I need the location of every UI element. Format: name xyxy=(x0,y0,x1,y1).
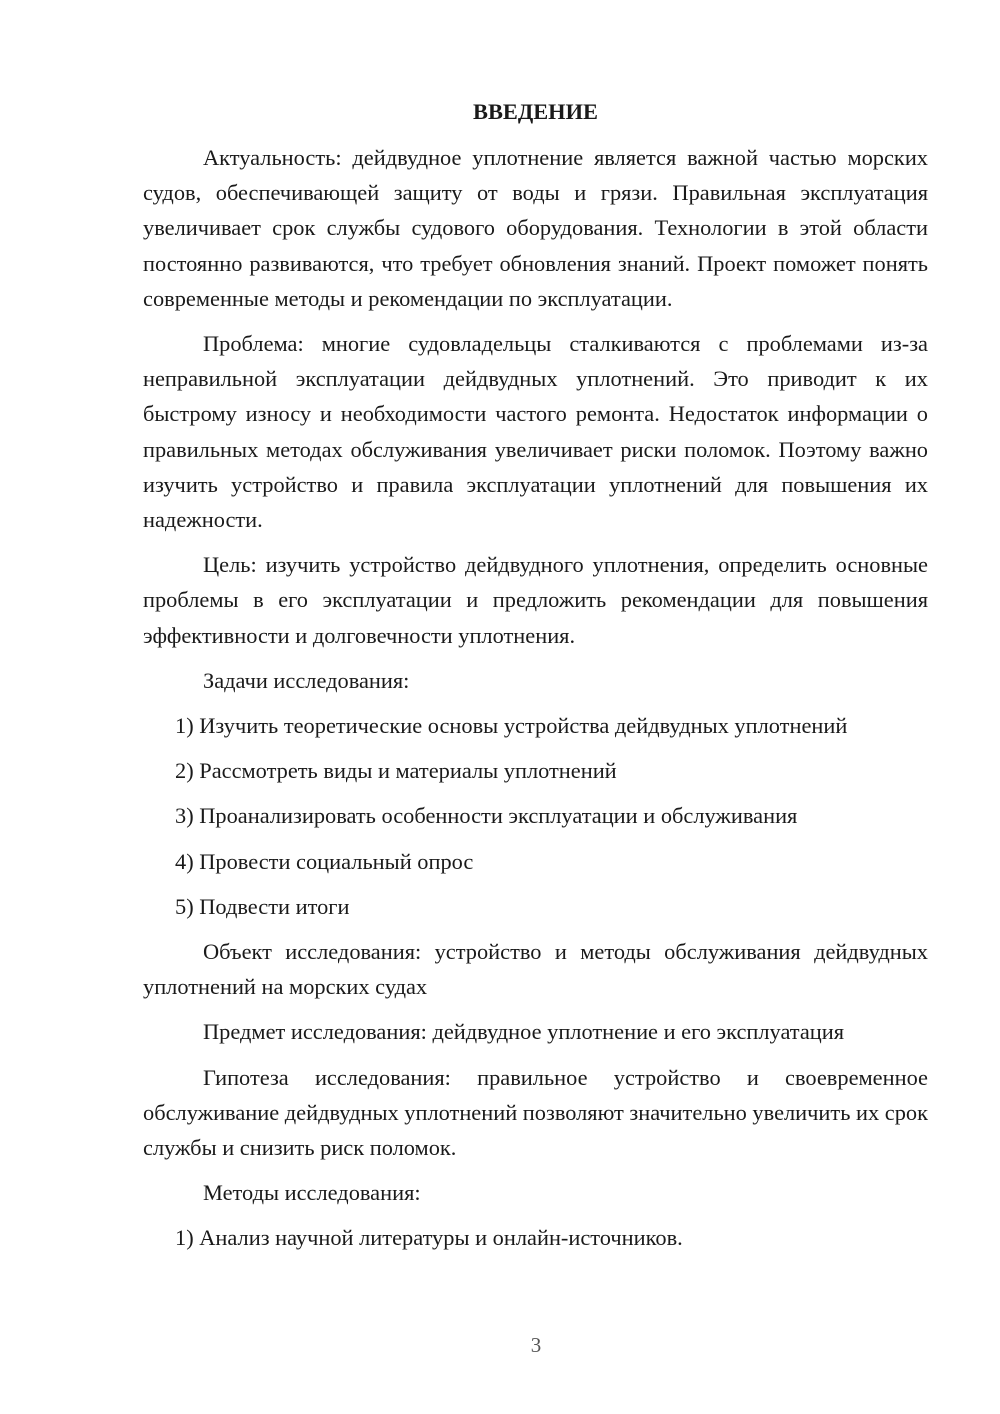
method-item: 1) Анализ научной литературы и онлайн-источников. xyxy=(175,1225,683,1251)
task-item: 1) Изучить теоретические основы устройства дейдвудных уплотнений xyxy=(175,713,848,739)
object-paragraph: Объект исследования: устройство и методы обслуживания дейдвудных уплотнений на морских судах xyxy=(143,939,928,1000)
task-item: 3) Проанализировать особенности эксплуатации и обслуживания xyxy=(175,803,798,829)
problem-paragraph: Проблема: многие судовладельцы сталкиваются с проблемами из-за неправильной эксплуатации дейдвудных уплотнений. Это приводит к их быстрому износу и необходимости частого ремонта. Недостаток информации о правильных методах обслуживания увеличивает риски поломок. Поэтому важно изучить устройство и правила эксплуатации уплотнений для повышения их надежности. xyxy=(143,331,928,533)
task-item: 5) Подвести итоги xyxy=(175,893,350,919)
methods-heading: Методы исследования: xyxy=(203,1180,421,1206)
task-item: 2) Рассмотреть виды и материалы уплотнений xyxy=(175,758,617,784)
page-content xyxy=(143,94,928,1266)
goal-paragraph: Цель: изучить устройство дейдвудного уплотнения, определить основные проблемы в его эксплуатации и предложить рекомендации для повышения эффективности и долговечности уплотнения. xyxy=(143,552,928,648)
subject-paragraph: Предмет исследования: дейдвудное уплотнение и его эксплуатация xyxy=(203,1019,845,1045)
relevance-paragraph: Актуальность: дейдвудное уплотнение является важной частью морских судов, обеспечивающей защиту от воды и грязи. Правильная эксплуатация увеличивает срок службы судового оборудования. Технологии в этой области постоянно развиваются, что требует обновления знаний. Проект поможет понять современные методы и рекомендации по эксплуатации. xyxy=(143,145,928,311)
page-title: ВВЕДЕНИЕ xyxy=(473,99,598,124)
page-number: 3 xyxy=(530,1333,542,1357)
tasks-heading: Задачи исследования: xyxy=(203,667,410,693)
hypothesis-paragraph: Гипотеза исследования: правильное устройство и своевременное обслуживание дейдвудных уплотнений позволяют значительно увеличить их срок службы и снизить риск поломок. xyxy=(143,1064,928,1161)
task-item: 4) Провести социальный опрос xyxy=(175,848,474,874)
